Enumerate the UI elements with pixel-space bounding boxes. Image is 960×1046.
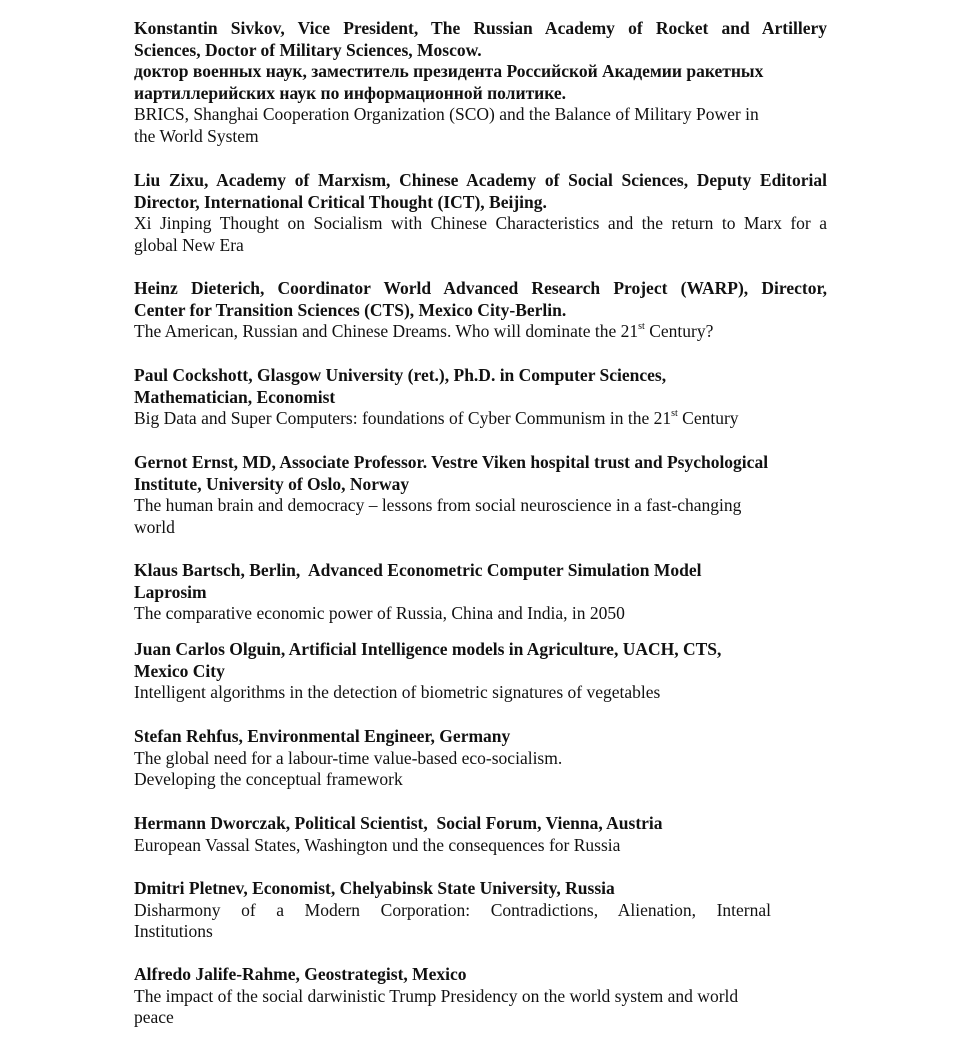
ordinal-suffix: st	[671, 408, 678, 420]
speaker-name-line: Juan Carlos Olguin, Artificial Intelligence models in Agriculture, UACH, CTS,	[134, 639, 722, 659]
talk-title-line	[134, 321, 827, 343]
talk-title-line: Disharmony of a Modern Corporation: Contradictions, Alienation, Internal	[134, 899, 771, 920]
talk-title-text: Century	[677, 408, 739, 429]
speaker-name-line: Liu Zixu, Academy of Marxism, Chinese Academy of Social Sciences, Deputy Editorial	[134, 170, 827, 190]
talk-title-line	[134, 408, 827, 430]
talk-title-text: The American, Russian and Chinese Dreams. Who will dominate the 21	[134, 321, 639, 342]
speaker-name-line: Gernot Ernst, MD, Associate Professor. Vestre Viken hospital trust and Psychological	[134, 452, 769, 472]
speaker-name-line: Hermann Dworczak, Political Scientist, Social Forum, Vienna, Austria	[134, 813, 663, 833]
talk-title-line: European Vassal States, Washington und the consequences for Russia	[134, 834, 621, 855]
talk-title-line: the World System	[134, 125, 259, 146]
speaker-name-line: Mexico City	[134, 660, 225, 681]
talk-title-line: peace	[134, 1007, 174, 1028]
speaker-entry	[134, 278, 827, 343]
talk-title-line: BRICS, Shanghai Cooperation Organization (SCO) and the Balance of Military Power in	[134, 104, 759, 125]
speaker-entry	[134, 365, 827, 430]
talk-title-line: Institutions	[134, 921, 213, 942]
speaker-entry	[134, 964, 827, 1029]
speaker-name-line: Paul Cockshott, Glasgow University (ret.), Ph.D. in Computer Sciences,	[134, 365, 667, 385]
speaker-russian-line: доктор военных наук, заместитель президента Российской Академии ракетных	[134, 61, 764, 82]
speaker-entry	[134, 170, 827, 256]
talk-title-text: Century?	[644, 321, 714, 342]
speaker-entry	[134, 878, 771, 943]
speaker-entry	[134, 18, 827, 148]
ordinal-suffix: st	[638, 321, 645, 333]
speaker-entry	[134, 452, 827, 538]
speaker-name-line: Director, International Critical Thought (ICT), Beijing.	[134, 191, 547, 212]
speaker-russian-line: иартиллерийских наук по информационной политике.	[134, 82, 567, 103]
talk-title-line: The global need for a labour-time value-based eco-socialism.	[134, 747, 563, 768]
speaker-name-line: Alfredo Jalife-Rahme, Geostrategist, Mexico	[134, 964, 467, 984]
speaker-name-line: Mathematician, Economist	[134, 386, 336, 407]
speaker-name-line: Institute, University of Oslo, Norway	[134, 473, 410, 494]
speaker-name-line: Heinz Dieterich, Coordinator World Advanced Research Project (WARP), Director,	[134, 278, 827, 298]
speaker-name-line: Klaus Bartsch, Berlin, Advanced Econometric Computer Simulation Model	[134, 560, 702, 580]
talk-title-line: global New Era	[134, 234, 244, 255]
talk-title-line: Intelligent algorithms in the detection of biometric signatures of vegetables	[134, 682, 661, 703]
speaker-name-line: Dmitri Pletnev, Economist, Chelyabinsk State University, Russia	[134, 878, 615, 898]
talk-title-line: The comparative economic power of Russia, China and India, in 2050	[134, 603, 625, 624]
talk-title-line: Xi Jinping Thought on Socialism with Chinese Characteristics and the return to Marx for a	[134, 213, 827, 234]
talk-title-text: Big Data and Super Computers: foundations of Cyber Communism in the 21	[134, 408, 672, 429]
talk-title-line: Developing the conceptual framework	[134, 769, 403, 790]
speaker-entry	[134, 726, 827, 791]
speaker-name-line: Stefan Rehfus, Environmental Engineer, Germany	[134, 726, 511, 746]
talk-title-line: world	[134, 516, 175, 537]
speaker-entry	[134, 560, 827, 625]
speaker-name-line: Konstantin Sivkov, Vice President, The Russian Academy of Rocket and Artillery	[134, 18, 827, 38]
talk-title-line: The impact of the social darwinistic Trump Presidency on the world system and world	[134, 985, 739, 1006]
speaker-name-line: Laprosim	[134, 581, 207, 602]
talk-title-line: The human brain and democracy – lessons from social neuroscience in a fast-changing	[134, 495, 742, 516]
speaker-entry	[134, 639, 827, 704]
speaker-entry	[134, 813, 827, 856]
speaker-name-line: Sciences, Doctor of Military Sciences, Moscow.	[134, 39, 482, 60]
speaker-name-line: Center for Transition Sciences (CTS), Mexico City-Berlin.	[134, 299, 567, 320]
